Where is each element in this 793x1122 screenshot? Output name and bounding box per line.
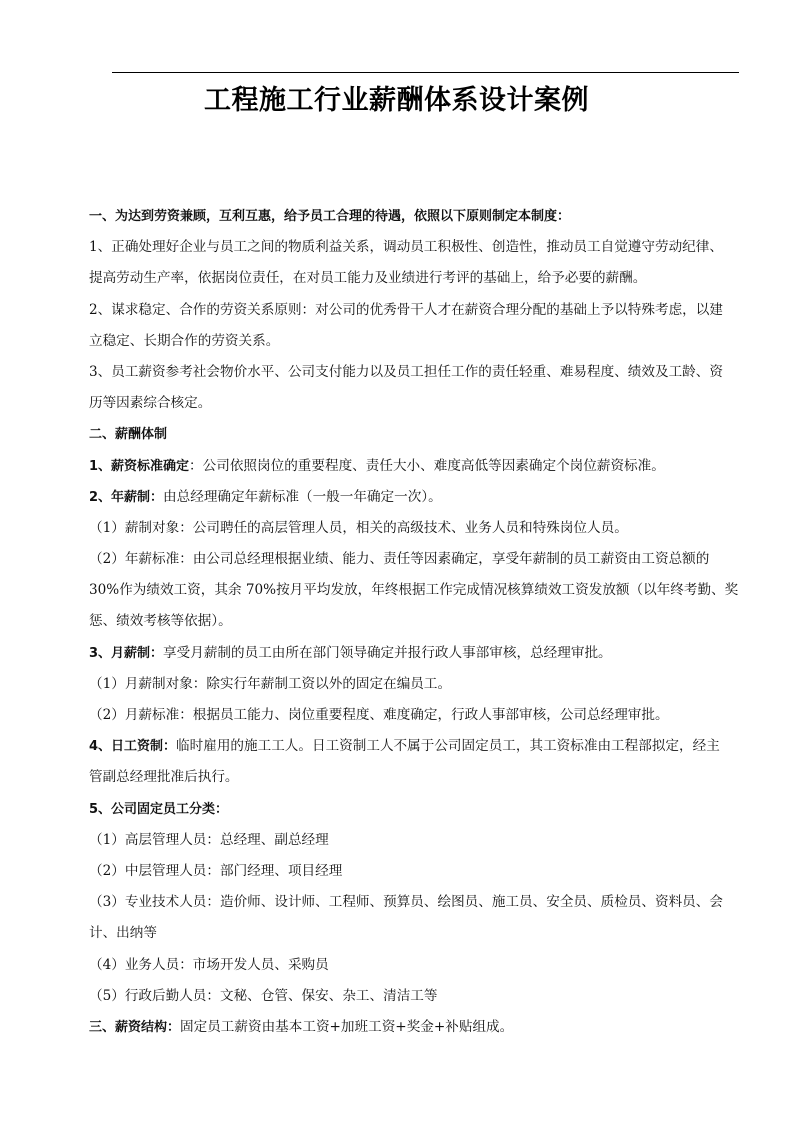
paragraph-line: 1、正确处理好企业与员工之间的物质利益关系，调动员工积极性、创造性，推动员工自觉遵守劳动纪律、 bbox=[89, 239, 723, 256]
paragraph-line: 3、员工薪资参考社会物价水平、公司支付能力以及员工担任工作的责任轻重、难易程度、绩效及工龄、资 bbox=[89, 363, 723, 380]
line-label: 三、薪资结构： bbox=[89, 1019, 181, 1035]
line-text: 由总经理确定年薪标准（一般一年确定一次）。 bbox=[163, 488, 442, 505]
paragraph-line: 惩、绩效考核等依据）。 bbox=[89, 613, 232, 630]
document-body bbox=[89, 201, 749, 1043]
paragraph-line: 立稳定、长期合作的劳资关系。 bbox=[89, 332, 280, 349]
paragraph-line: （1）月薪制对象：除实行年薪制工资以外的固定在编员工。 bbox=[89, 675, 452, 692]
paragraph-line: 2、谋求稳定、合作的劳资关系原则：对公司的优秀骨干人才在薪资合理分配的基础上予以特殊考虑，以建 bbox=[89, 301, 723, 318]
paragraph-line: 30%作为绩效工资，其余 70%按月平均发放，年终根据工作完成情况核算绩效工资发放额（以年终考勤、奖 bbox=[89, 582, 739, 599]
paragraph-line: （3）专业技术人员：造价师、设计师、工程师、预算员、绘图员、施工员、安全员、质检员、资料员、会 bbox=[89, 894, 723, 911]
paragraph-line: （2）年薪标准：由公司总经理根据业绩、能力、责任等因素确定，享受年薪制的员工薪资由工资总额的 bbox=[89, 551, 710, 568]
line-text: ：公司依照岗位的重要程度、责任大小、难度高低等因素确定个岗位薪资标准。 bbox=[189, 457, 665, 474]
paragraph-line: （1）高层管理人员：总经理、副总经理 bbox=[89, 831, 329, 848]
line-text: 临时雇用的施工工人。日工资制工人不属于公司固定员工，其工资标准由工程部拟定，经主 bbox=[176, 738, 720, 755]
labeled-line bbox=[89, 1012, 749, 1043]
paragraph-line: 历等因素综合核定。 bbox=[89, 395, 212, 412]
labeled-line bbox=[89, 451, 749, 482]
paragraph-line: （5）行政后勤人员：文秘、仓管、保安、杂工、清洁工等 bbox=[89, 987, 438, 1004]
line-text: 固定员工薪资由基本工资+加班工资+奖金+补贴组成。 bbox=[180, 1018, 514, 1035]
labeled-line bbox=[89, 482, 749, 513]
paragraph-line: （2）月薪标准：根据员工能力、岗位重要程度、难度确定，行政人事部审核，公司总经理审批。 bbox=[89, 707, 669, 723]
line-label: 3、月薪制： bbox=[89, 645, 164, 661]
line-text: 享受月薪制的员工由所在部门领导确定并报行政人事部审核，总经理审批。 bbox=[163, 644, 612, 661]
paragraph-line: 计、出纳等 bbox=[89, 925, 157, 942]
labeled-line bbox=[89, 731, 749, 762]
line-label: 1、薪资标准确定 bbox=[89, 458, 190, 474]
paragraph-line: （2）中层管理人员：部门经理、项目经理 bbox=[89, 862, 343, 879]
labeled-line bbox=[89, 638, 749, 669]
header-rule bbox=[112, 72, 739, 73]
paragraph-line: （4）业务人员：市场开发人员、采购员 bbox=[89, 956, 329, 973]
section-heading: 二、薪酬体制 bbox=[89, 427, 168, 443]
paragraph-line: 管副总经理批准后执行。 bbox=[89, 769, 239, 786]
paragraph-line: （1）薪制对象：公司聘任的高层管理人员，相关的高级技术、业务人员和特殊岗位人员。 bbox=[89, 519, 628, 536]
paragraph-line: 提高劳动生产率，依据岗位责任，在对员工能力及业绩进行考评的基础上，给予必要的薪酬。 bbox=[89, 270, 647, 287]
line-label: 4、日工资制： bbox=[89, 739, 177, 755]
section-heading: 5、公司固定员工分类： bbox=[89, 801, 229, 817]
line-label: 2、年薪制： bbox=[89, 489, 164, 505]
document-title: 工程施工行业薪酬体系设计案例 bbox=[204, 85, 589, 116]
section-heading: 一、为达到劳资兼顾，互利互惠，给予员工合理的待遇，依照以下原则制定本制度： bbox=[89, 209, 571, 224]
